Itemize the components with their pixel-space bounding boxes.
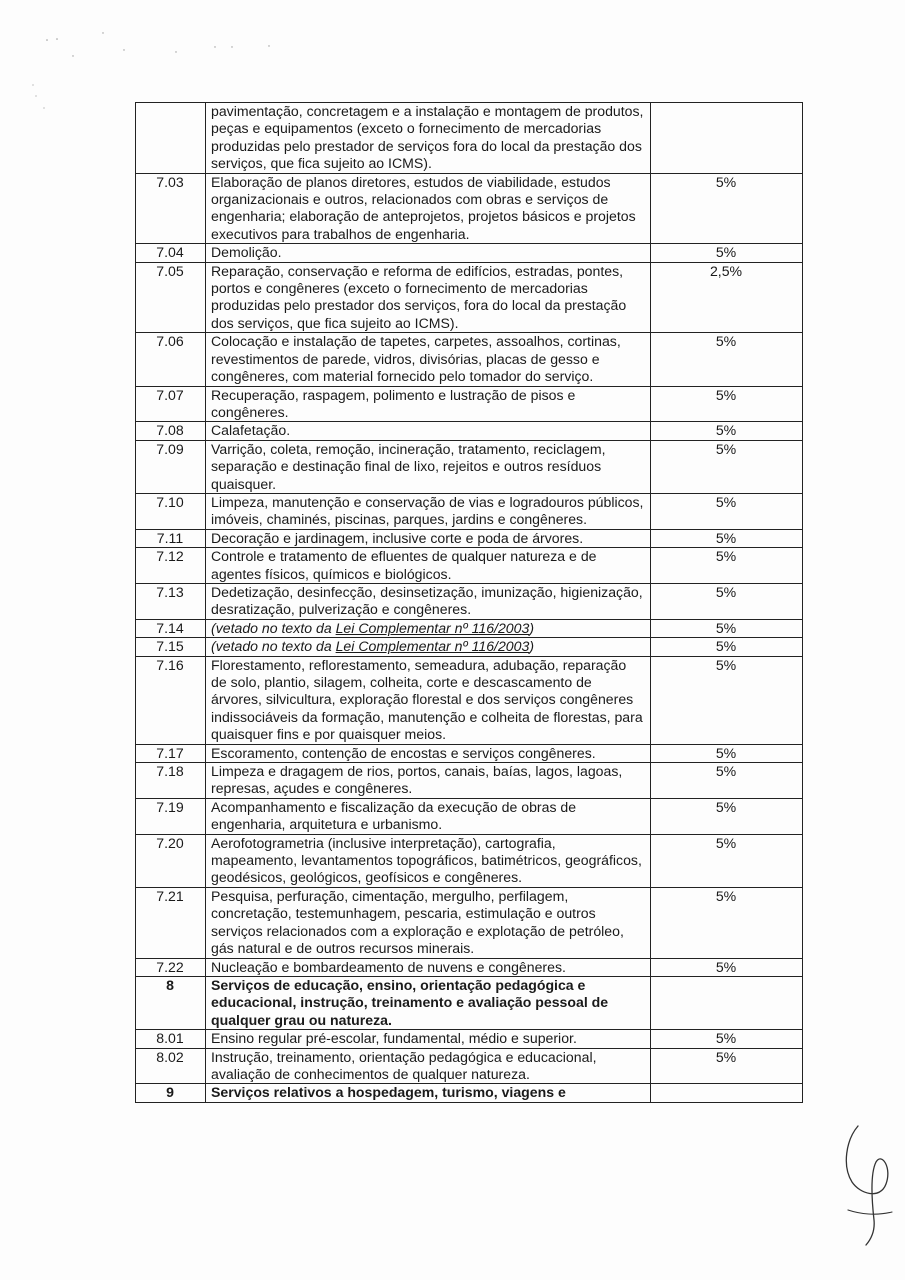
item-code: 7.11 [136,529,206,547]
item-description: Demolição. [206,244,651,262]
item-rate: 5% [651,1048,803,1084]
item-description: Acompanhamento e fiscalização da execução de obras de engenharia, arquitetura e urbanismo. [206,798,651,834]
table-row [136,744,803,762]
section-header-row [136,976,803,1029]
item-rate: 5% [651,887,803,958]
item-code: 7.17 [136,744,206,762]
table-row [136,1030,803,1048]
item-code: 7.22 [136,958,206,976]
item-description: Reparação, conservação e reforma de edifícios, estradas, pontes, portos e congêneres (exceto o fornecimento de mercadorias produzidas pelo prestador dos serviços, fora do local da prestação dos serviços, que fica sujeito ao ICMS). [206,262,651,333]
section-title: Serviços de educação, ensino, orientação pedagógica e educacional, instrução, treinamento e avaliação pessoal de qualquer grau ou natureza. [206,976,651,1029]
handwritten-signature [836,1118,896,1248]
service-tax-table [135,102,803,1103]
vetoed-suffix: ) [529,638,535,655]
item-description-vetoed [206,619,651,637]
section-code: 8 [136,976,206,1029]
vetoed-prefix: (vetado no texto da [211,638,336,655]
item-description: Elaboração de planos diretores, estudos de viabilidade, estudos organizacionais e outros, relacionados com obras e serviços de engenharia; elaboração de anteprojetos, projetos básicos e projetos executivos para trabalhos de engenharia. [206,173,651,244]
item-description: pavimentação, concretagem e a instalação e montagem de produtos, peças e equipamentos (exceto o fornecimento de mercadorias produzidas pelo prestador de serviços fora do local da prestação dos serviços, que fica sujeito ao ICMS). [206,103,651,174]
item-rate: 5% [651,493,803,529]
item-rate: 5% [651,440,803,493]
item-description: Florestamento, reflorestamento, semeadura, adubação, reparação de solo, plantio, silagem, colheita, corte e descascamento de árvores, silvicultura, exploração florestal e dos serviços congêneres indissociáveis da formação, manutenção e colheita de florestas, para quaisquer fins e por quaisquer meios. [206,656,651,744]
section-code: 9 [136,1084,206,1102]
item-rate: 5% [651,386,803,422]
item-description: Pesquisa, perfuração, cimentação, mergulho, perfilagem, concretação, testemunhagem, pescaria, estimulação e outros serviços relacionados com a exploração e explotação de petróleo, gás natural e de outros recursos minerais. [206,887,651,958]
item-code: 7.03 [136,173,206,244]
item-code: 7.20 [136,834,206,887]
table-row [136,958,803,976]
item-code: 7.21 [136,887,206,958]
item-code: 7.04 [136,244,206,262]
item-rate: 2,5% [651,262,803,333]
item-rate: 5% [651,1030,803,1048]
item-rate: 5% [651,744,803,762]
item-code: 7.10 [136,493,206,529]
table-row [136,656,803,744]
item-description: Instrução, treinamento, orientação pedagógica e educacional, avaliação de conhecimentos de qualquer natureza. [206,1048,651,1084]
item-code: 7.18 [136,763,206,799]
table-row [136,638,803,656]
item-code: 7.19 [136,798,206,834]
item-code: 7.09 [136,440,206,493]
item-description: Varrição, coleta, remoção, incineração, tratamento, reciclagem, separação e destinação final de lixo, rejeitos e outros resíduos quaisquer. [206,440,651,493]
item-description: Nucleação e bombardeamento de nuvens e congêneres. [206,958,651,976]
item-description: Escoramento, contenção de encostas e serviços congêneres. [206,744,651,762]
table-row [136,834,803,887]
table-row [136,173,803,244]
table-row [136,548,803,584]
table-row [136,103,803,174]
item-code: 7.14 [136,619,206,637]
item-code: 7.08 [136,422,206,440]
item-description: Decoração e jardinagem, inclusive corte e poda de árvores. [206,529,651,547]
item-code [136,103,206,174]
vetoed-prefix: (vetado no texto da [211,619,336,636]
item-rate: 5% [651,619,803,637]
item-description: Ensino regular pré-escolar, fundamental, médio e superior. [206,1030,651,1048]
item-description: Aerofotogrametria (inclusive interpretação), cartografia, mapeamento, levantamentos topográficos, batimétricos, geográficos, geodésicos, geológicos, geofísicos e congêneres. [206,834,651,887]
item-rate: 5% [651,798,803,834]
item-description: Dedetização, desinfecção, desinsetização, imunização, higienização, desratização, pulverização e congêneres. [206,583,651,619]
item-code: 7.06 [136,333,206,386]
item-rate: 5% [651,333,803,386]
table-row [136,798,803,834]
item-code: 7.07 [136,386,206,422]
table-row [136,422,803,440]
item-rate: 5% [651,422,803,440]
item-description: Calafetação. [206,422,651,440]
item-code: 7.16 [136,656,206,744]
item-rate: 5% [651,958,803,976]
table-row [136,493,803,529]
item-description: Recuperação, raspagem, polimento e lustração de pisos e congêneres. [206,386,651,422]
law-reference: Lei Complementar nº 116/2003 [335,619,530,636]
item-rate: 5% [651,583,803,619]
item-code: 7.12 [136,548,206,584]
item-description-vetoed [206,638,651,656]
item-rate [651,103,803,174]
item-rate: 5% [651,173,803,244]
item-code: 8.02 [136,1048,206,1084]
item-code: 7.05 [136,262,206,333]
item-rate: 5% [651,244,803,262]
law-reference: Lei Complementar nº 116/2003 [335,638,530,655]
item-rate: 5% [651,548,803,584]
table-row [136,262,803,333]
item-rate: 5% [651,763,803,799]
item-rate: 5% [651,656,803,744]
table-row [136,244,803,262]
vetoed-suffix: ) [529,619,535,636]
section-header-row [136,1084,803,1102]
item-description: Limpeza e dragagem de rios, portos, canais, baías, lagos, lagoas, represas, açudes e congêneres. [206,763,651,799]
item-rate: 5% [651,529,803,547]
table-row [136,1048,803,1084]
table-row [136,583,803,619]
item-code: 8.01 [136,1030,206,1048]
item-rate: 5% [651,834,803,887]
table-row [136,440,803,493]
item-description: Limpeza, manutenção e conservação de vias e logradouros públicos, imóveis, chaminés, piscinas, parques, jardins e congêneres. [206,493,651,529]
table-row [136,529,803,547]
item-description: Controle e tratamento de efluentes de qualquer natureza e de agentes físicos, químicos e biológicos. [206,548,651,584]
table-row [136,887,803,958]
item-code: 7.13 [136,583,206,619]
table-row [136,763,803,799]
table-row [136,333,803,386]
table-row [136,619,803,637]
section-rate [651,1084,803,1102]
section-title: Serviços relativos a hospedagem, turismo, viagens e [206,1084,651,1102]
section-rate [651,976,803,1029]
item-rate: 5% [651,638,803,656]
item-code: 7.15 [136,638,206,656]
item-description: Colocação e instalação de tapetes, carpetes, assoalhos, cortinas, revestimentos de parede, vidros, divisórias, placas de gesso e congêneres, com material fornecido pelo tomador do serviço. [206,333,651,386]
table-row [136,386,803,422]
